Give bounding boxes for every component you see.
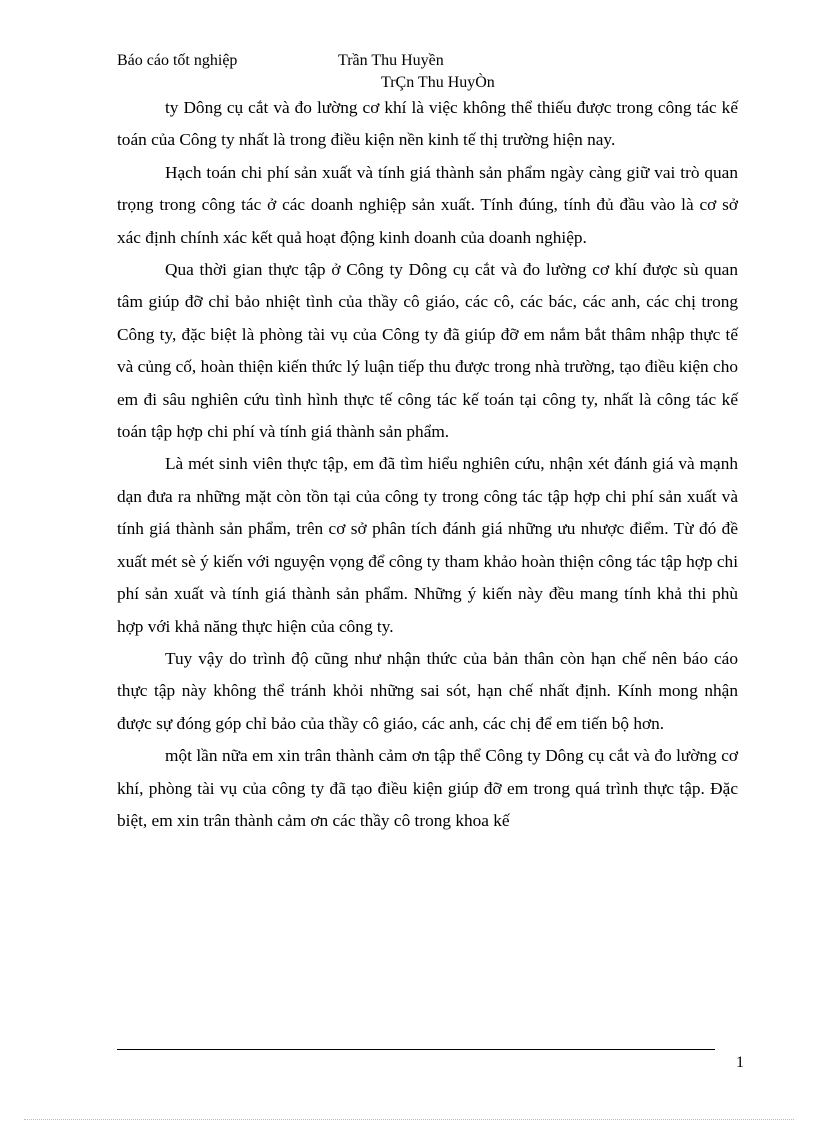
- paragraph: Hạch toán chi phí sản xuất và tính giá thành sản phẩm ngày càng giữ vai trò quan trọng trong công tác ở các doanh nghiệp sản xuất. Tính đúng, tính đủ đầu vào là cơ sở xác định chính xác kết quả hoạt động kinh doanh của doanh nghiệp.: [117, 162, 738, 247]
- footer-divider: [117, 1049, 715, 1050]
- header-author-name: Trần Thu Huyền: [338, 52, 444, 69]
- paragraph: một lần nữa em xin trân thành cảm ơn tập thể Công ty Dông cụ cắt và đo lường cơ khí, phòng tài vụ của công ty đã tạo điều kiện giúp đỡ em trong quá trình thực tập. Đặc biệt, em xin trân thành cảm ơn các thầy cô trong khoa kế: [117, 746, 738, 830]
- page-bottom-edge: [24, 1119, 794, 1120]
- header-author-name-garbled: TrÇn Thu HuyÒn: [381, 74, 495, 91]
- page-number: 1: [736, 1054, 744, 1071]
- paragraph: Là mét sinh viên thực tập, em đã tìm hiểu nghiên cứu, nhận xét đánh giá và mạnh dạn đưa ra những mặt còn tồn tại của công ty trong công tác tập hợp chi phí sản xuất và tính giá thành sản phẩm, trên cơ sở phân tích đánh giá những ưu nhược điểm. Từ đó đề xuất mét sè ý kiến với nguyện vọng để công ty tham khảo hoàn thiện công tác tập hợp chi phí sản xuất và tính giá thành sản phẩm. Những ý kiến này đều mang tính khả thi phù hợp với khả năng thực hiện của công ty.: [117, 454, 738, 636]
- paragraph: ty Dông cụ cắt và đo lường cơ khí là việc không thể thiếu được trong công tác kế toán của Công ty nhất là trong điều kiện nền kinh tế thị trường hiện nay.: [117, 98, 738, 150]
- header-report-title: Báo cáo tốt nghiệp: [117, 52, 238, 69]
- paragraph: Qua thời gian thực tập ở Công ty Dông cụ cắt và đo lường cơ khí được sù quan tâm giúp đỡ chỉ bảo nhiệt tình của thầy cô giáo, các cô, các bác, các anh, các chị trong Công ty, đặc biệt là phòng tài vụ của Công ty đã giúp đỡ em nắm bắt thâm nhập thực tế và củng cố, hoàn thiện kiến thức lý luận tiếp thu được trong nhà trường, tạo điều kiện cho em đi sâu nghiên cứu tình hình thực tế công tác kế toán tại công ty, nhất là công tác kế toán tập hợp chi phí và tính giá thành sản phẩm.: [117, 260, 738, 442]
- paragraph: Tuy vậy do trình độ cũng như nhận thức của bản thân còn hạn chế nên báo cáo thực tập này không thể tránh khỏi những sai sót, hạn chế nhất định. Kính mong nhận được sự đóng góp chỉ bảo của thầy cô giáo, các anh, các chị để em tiến bộ hơn.: [117, 648, 738, 733]
- document-body: [117, 92, 738, 837]
